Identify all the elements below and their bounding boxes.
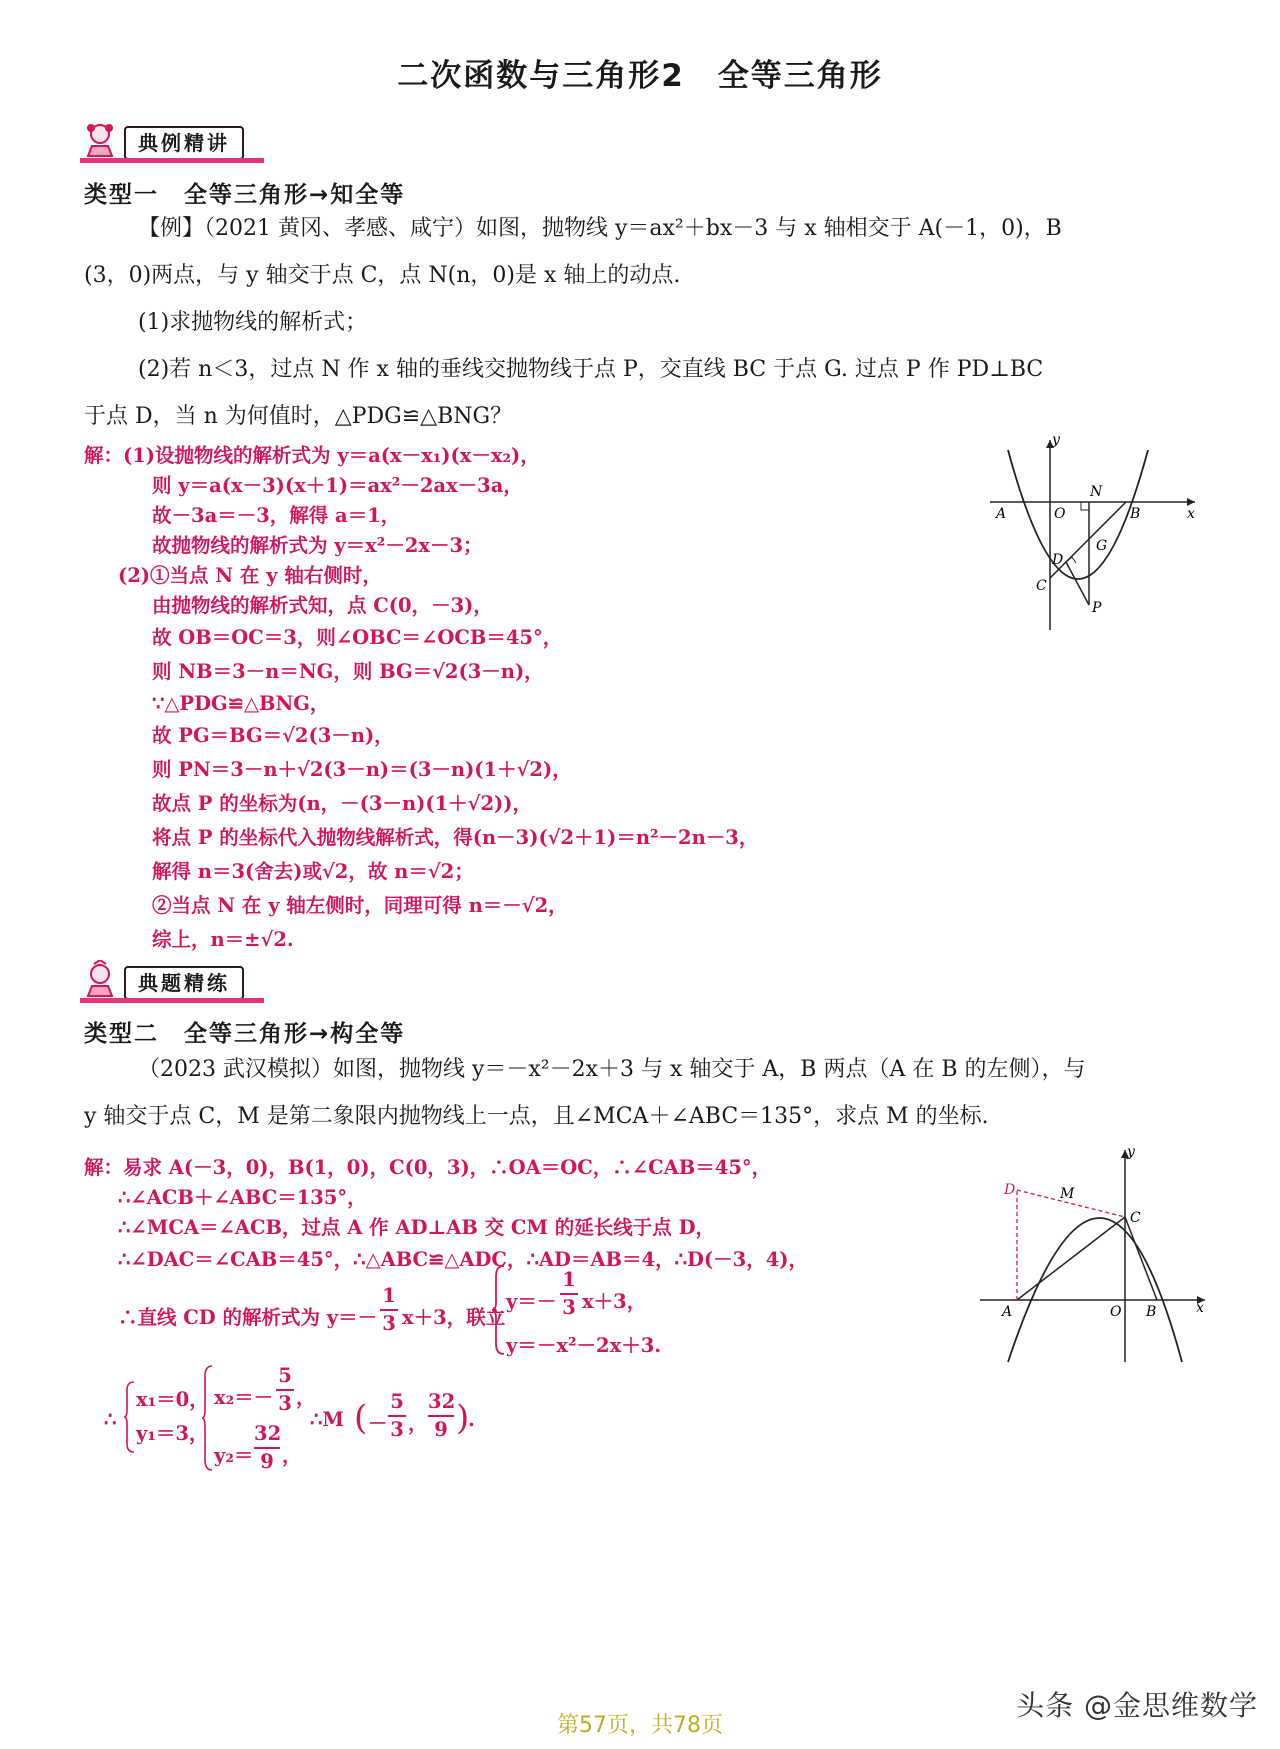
label-g: G (1096, 538, 1108, 554)
period: . (468, 1408, 475, 1431)
problem-2 (84, 1046, 1204, 1140)
solution-line: (2)①当点 N 在 y 轴右侧时， (118, 564, 382, 587)
line-cb (1125, 1217, 1157, 1300)
parabola (1008, 450, 1148, 579)
fraction-bar (428, 1415, 454, 1417)
label-m: M (1060, 1186, 1075, 1202)
problem-1 (84, 205, 1204, 440)
label-b: B (1130, 506, 1141, 522)
system-eq1-prefix: y＝－ (506, 1290, 557, 1313)
minus-sign: － (368, 1412, 388, 1435)
fraction-numerator: 1 (382, 1284, 396, 1307)
section-banner-1 (80, 120, 270, 164)
solution-line: ∵△PDG≌△BNG， (152, 692, 330, 715)
label-p: P (1092, 600, 1102, 616)
line-ac (1017, 1217, 1125, 1300)
type-heading-1: 类型一 全等三角形→知全等 (84, 182, 406, 208)
comma: ， (282, 1444, 302, 1467)
problem-2-line: y 轴交于点 C，M 是第二象限内抛物线上一点，且∠MCA＋∠ABC＝135°，求点 M 的坐标. (84, 1104, 989, 1129)
left-brace (124, 1380, 136, 1454)
fraction-denominator: 3 (390, 1418, 404, 1441)
fraction-numerator: 32 (428, 1390, 456, 1413)
solution-line: 解得 n＝3(舍去)或√2，故 n＝√2； (152, 860, 474, 883)
label-a: A (996, 506, 1007, 522)
problem-1-line: (3，0)两点，与 y 轴交于点 C，点 N(n，0)是 x 轴上的动点. (84, 263, 681, 288)
solution-line: 则 y＝a(x－3)(x＋1)＝ax²－2ax－3a， (152, 474, 523, 497)
comma: ， (296, 1386, 316, 1409)
solution-line: 故抛物线的解析式为 y＝x²－2x－3； (152, 534, 483, 557)
banner-underline (80, 998, 264, 1003)
fraction-bar (560, 1293, 578, 1295)
parabola-figure-1 (980, 430, 1220, 650)
solution-line: ②当点 N 在 y 轴左侧时，同理可得 n＝－√2， (152, 894, 568, 917)
solution-line: ∴∠MCA＝∠ACB，过点 A 作 AD⊥AB 交 CM 的延长线于点 D， (118, 1216, 715, 1239)
solution-line: 故 PG＝BG＝√2(3－n)， (152, 724, 394, 747)
label-c: C (1036, 578, 1047, 594)
label-o: O (1054, 506, 1066, 522)
left-brace (492, 1264, 506, 1356)
fraction-denominator: 3 (278, 1392, 292, 1415)
banner-underline (80, 158, 264, 163)
fraction-denominator: 3 (382, 1312, 396, 1335)
fraction-bar (276, 1389, 294, 1391)
line-pd (1066, 562, 1089, 605)
solution-y2-prefix: y₂＝ (214, 1444, 254, 1467)
parabola-figure-2 (970, 1140, 1220, 1370)
solution-line: 故点 P 的坐标为(n，－(3－n)(1＋√2))， (152, 792, 532, 815)
therefore-symbol: ∴ (104, 1408, 117, 1431)
label-x: x (1187, 506, 1195, 522)
banner-label: 典例精讲 (124, 126, 244, 160)
type-heading-2: 类型二 全等三角形→构全等 (84, 1021, 406, 1047)
solution-line: 由抛物线的解析式知，点 C(0，－3)， (152, 594, 493, 617)
fraction-numerator: 5 (278, 1364, 292, 1387)
label-c: C (1130, 1210, 1141, 1226)
label-a: A (1002, 1304, 1013, 1320)
fraction-numerator: 32 (254, 1422, 282, 1445)
page-title: 二次函数与三角形2 全等三角形 (397, 58, 883, 94)
section-banner-2 (80, 960, 270, 1004)
fraction-denominator: 9 (434, 1418, 448, 1441)
label-o: O (1110, 1304, 1122, 1320)
label-y: y (1052, 432, 1060, 448)
solution-x2-prefix: x₂＝－ (214, 1386, 274, 1409)
page-footer: 第57页，共78页 (557, 1713, 723, 1738)
problem-1-line: 【例】（2021 黄冈、孝感、咸宁）如图，抛物线 y＝ax²＋bx－3 与 x 轴相交于 A(－1，0)，B (138, 216, 1062, 241)
fraction-denominator: 9 (260, 1450, 274, 1473)
solution-2 (84, 1152, 904, 1492)
solution-line: ∴直线 CD 的解析式为 y＝－ (118, 1306, 378, 1329)
problem-2-line: （2023 武汉模拟）如图，抛物线 y＝－x²－2x＋3 与 x 轴交于 A，B 两点（A 在 B 的左侧），与 (138, 1057, 1086, 1082)
solution-line: 则 PN＝3－n＋√2(3－n)＝(3－n)(1＋√2)， (152, 758, 572, 781)
comma: ， (408, 1412, 428, 1435)
left-brace (202, 1364, 214, 1472)
system-eq2: y＝－x²－2x＋3. (506, 1334, 662, 1357)
solution-x1: x₁＝0， (136, 1388, 209, 1411)
fraction-numerator: 5 (390, 1390, 404, 1413)
solution-line: ∴∠DAC＝∠CAB＝45°，∴△ABC≌△ADC，∴AD＝AB＝4，∴D(－3，4)， (118, 1248, 808, 1271)
fraction-bar (388, 1415, 406, 1417)
solution-line: 故－3a＝－3，解得 a＝1， (152, 504, 401, 527)
label-d: D (1052, 552, 1064, 568)
label-n: N (1090, 484, 1103, 500)
paren-open: ( (354, 1398, 368, 1438)
solution-line: 故 OB＝OC＝3，则∠OBC＝∠OCB＝45°， (152, 626, 563, 649)
fraction-bar (380, 1309, 398, 1311)
label-x: x (1196, 1300, 1204, 1316)
problem-1-line: (2)若 n＜3，过点 N 作 x 轴的垂线交抛物线于点 P，交直线 BC 于点 G. 过点 P 作 PD⊥BC (138, 357, 1044, 382)
watermark: 头条 @金思维数学 (1016, 1689, 1258, 1722)
system-eq1-suffix: x＋3， (582, 1290, 647, 1313)
solution-line: 综上，n＝±√2. (152, 928, 294, 951)
point-m-prefix: ∴M (310, 1408, 344, 1431)
problem-1-line: (1)求抛物线的解析式； (138, 310, 368, 335)
label-b: B (1146, 1304, 1157, 1320)
fraction-numerator: 1 (562, 1268, 576, 1291)
x-axis-arrow (1187, 498, 1195, 506)
label-y: y (1127, 1144, 1135, 1160)
solution-y1: y₁＝3， (136, 1422, 209, 1445)
label-d: D (1004, 1182, 1016, 1198)
solution-line: 解：易求 A(－3，0)，B(1，0)，C(0，3)，∴OA＝OC，∴∠CAB＝45°， (84, 1156, 772, 1179)
solution-line: 则 NB＝3－n＝NG，则 BG＝√2(3－n)， (152, 660, 544, 683)
banner-label: 典题精练 (124, 966, 244, 1000)
problem-1-line: 于点 D，当 n 为何值时，△PDG≌△BNG？ (84, 404, 513, 429)
solution-line: x＋3，联立 (402, 1306, 506, 1329)
paren-close: ) (456, 1398, 470, 1438)
fraction-bar (254, 1447, 280, 1449)
solution-line: 解：(1)设抛物线的解析式为 y＝a(x－x₁)(x－x₂)， (84, 444, 540, 467)
fraction-denominator: 3 (562, 1296, 576, 1319)
solution-line: 将点 P 的坐标代入抛物线解析式，得(n－3)(√2＋1)＝n²－2n－3， (152, 826, 759, 849)
right-angle-n (1081, 502, 1089, 510)
solution-line: ∴∠ACB＋∠ABC＝135°， (118, 1186, 367, 1209)
